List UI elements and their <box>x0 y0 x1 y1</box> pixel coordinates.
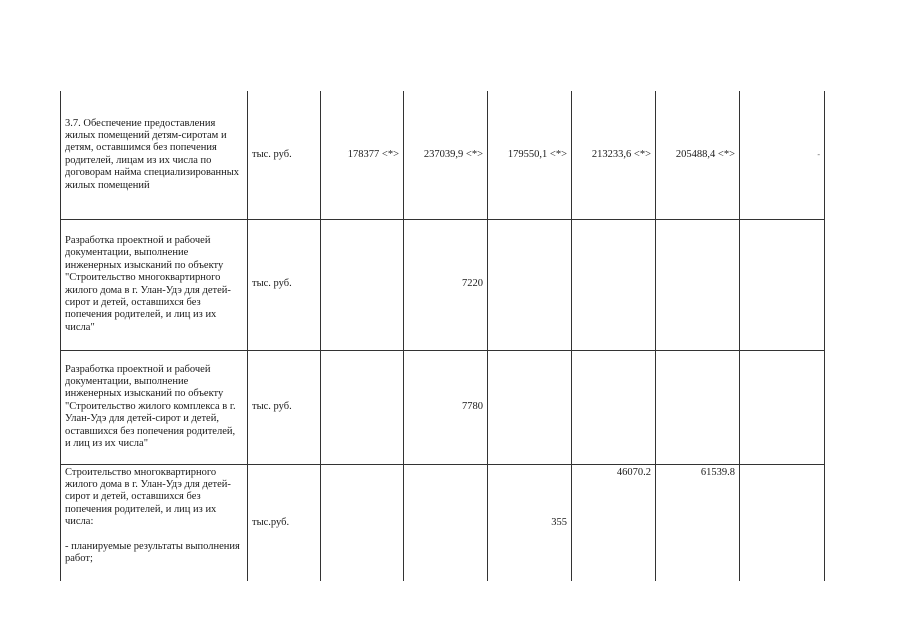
value-cell <box>321 464 404 581</box>
value-cell: 178377 <*> <box>321 91 404 219</box>
value-cell: 46070.2 <box>572 464 656 581</box>
value-cell <box>488 219 572 350</box>
budget-table <box>60 91 825 581</box>
value-cell <box>656 350 740 464</box>
value-cell <box>572 350 656 464</box>
table-row <box>61 219 825 350</box>
value-cell <box>572 219 656 350</box>
value-cell <box>404 464 488 581</box>
value-cell: - <box>740 91 825 219</box>
value-cell: 213233,6 <*> <box>572 91 656 219</box>
row-description: 3.7. Обеспечение предоставления жилых помещений детям-сиротам и детям, оставшимся без попечения родителей, лицам из их числа по договорам найма специализированных жилых помещений <box>61 91 248 219</box>
value-cell: 179550,1 <*> <box>488 91 572 219</box>
row-description: Разработка проектной и рабочей документации, выполнение инженерных изысканий по объекту "Строительство жилого комплекса в г. Улан-Удэ для детей-сирот и детей, оставшихся без попечения родителей, и лиц из их числа" <box>61 350 248 464</box>
value-cell <box>321 350 404 464</box>
value-cell <box>488 350 572 464</box>
value-cell <box>740 464 825 581</box>
row-note: - планируемые результаты выполнения работ; <box>65 540 240 564</box>
value-cell <box>740 219 825 350</box>
value-cell: 205488,4 <*> <box>656 91 740 219</box>
value-cell: 237039,9 <*> <box>404 91 488 219</box>
value-cell: 7780 <box>404 350 488 464</box>
table-row <box>61 350 825 464</box>
table-row <box>61 464 825 581</box>
unit-cell: тыс.руб. <box>248 464 321 581</box>
table-row <box>61 91 825 219</box>
row-description: Разработка проектной и рабочей документации, выполнение инженерных изысканий по объекту "Строительство многоквартирного жилого дома в г. Улан-Удэ для детей-сирот и детей, оставшихся без попечения родителей, и лиц из их числа" <box>61 219 248 350</box>
value-cell <box>321 219 404 350</box>
value-cell: 61539.8 <box>656 464 740 581</box>
value-cell <box>740 350 825 464</box>
value-cell <box>656 219 740 350</box>
row-description: Строительство многоквартирного жилого дома в г. Улан-Удэ для детей-сирот и детей, оставшихся без попечения родителей, и лиц из их числа: - планируемые результаты выполнения работ; <box>61 464 248 581</box>
unit-cell: тыс. руб. <box>248 219 321 350</box>
value-cell: 355 <box>488 464 572 581</box>
unit-cell: тыс. руб. <box>248 91 321 219</box>
unit-cell: тыс. руб. <box>248 350 321 464</box>
value-cell: 7220 <box>404 219 488 350</box>
